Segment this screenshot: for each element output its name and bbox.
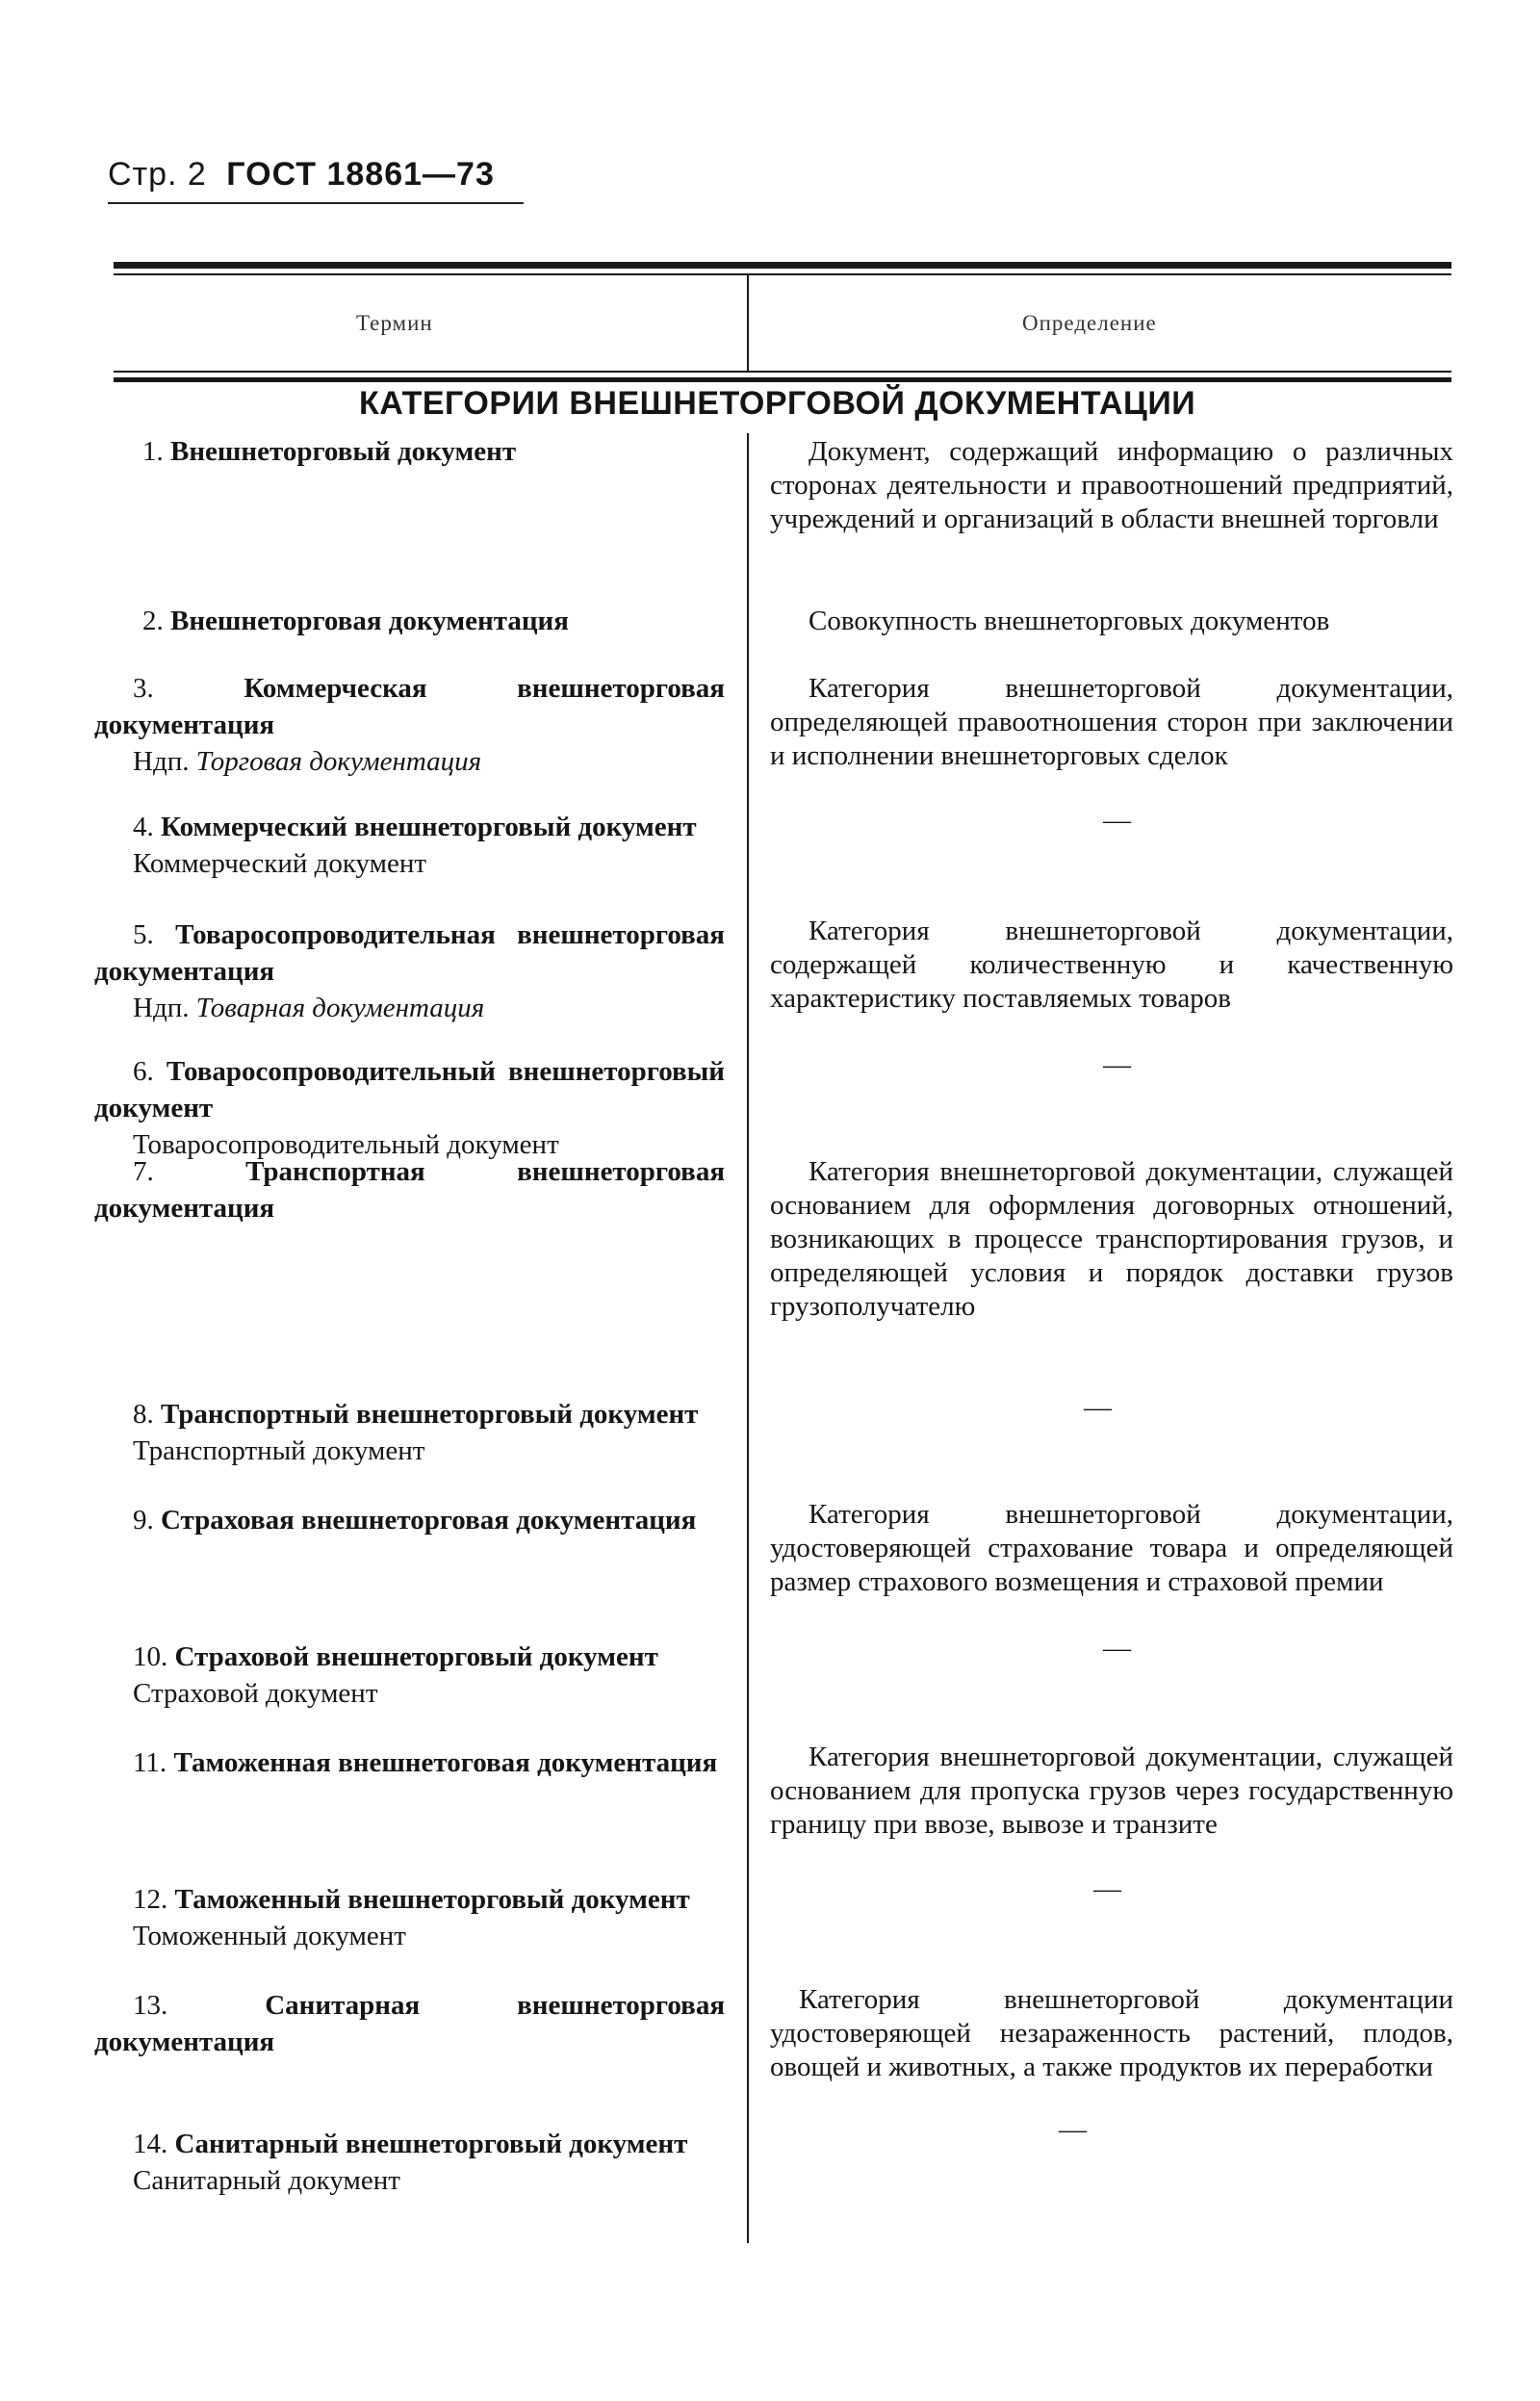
header-bottom-rule	[114, 377, 1451, 382]
header-underline	[108, 202, 524, 204]
term-number: 12.	[133, 1884, 168, 1915]
synonym-label: Ндп.	[133, 993, 190, 1023]
term-number: 6.	[133, 1056, 154, 1087]
term-text: Коммерческая внешнеторговая документация	[94, 673, 725, 740]
page-number: Стр. 2	[108, 156, 207, 193]
term-number: 5.	[133, 919, 154, 950]
definition-dash: —	[1084, 1392, 1112, 1423]
term-entry	[94, 917, 725, 1026]
term-text: Коммерческий внешнеторговый документ	[161, 812, 697, 842]
term-number: 1.	[142, 436, 164, 467]
header-bottom-rule-thin	[114, 371, 1451, 373]
term-number: 11.	[133, 1747, 167, 1778]
term-entry	[94, 1987, 725, 2060]
definition-dash: —	[1093, 1873, 1121, 1904]
term-synonym: Товарная документация	[195, 993, 485, 1023]
term-entry	[94, 1502, 725, 1538]
term-text: Товаросопроводительная внешнеторговая документация	[94, 919, 725, 987]
term-entry	[94, 670, 725, 780]
term-text: Внешнеторговая документация	[170, 606, 569, 636]
definition-dash: —	[1103, 805, 1131, 836]
term-number: 9.	[133, 1505, 154, 1536]
term-number: 4.	[133, 812, 154, 842]
definition-dash: —	[1059, 2114, 1087, 2145]
term-entry	[94, 2126, 725, 2199]
definition-dash: —	[1103, 1633, 1131, 1664]
term-number: 7.	[133, 1156, 154, 1187]
section-title: КАТЕГОРИИ ВНЕШНЕТОРГОВОЙ ДОКУМЕНТАЦИИ	[359, 385, 1196, 422]
term-number: 8.	[133, 1399, 154, 1430]
term-synonym: Томоженный документ	[133, 1921, 406, 1951]
standard-number: ГОСТ 18861—73	[226, 156, 495, 193]
term-number: 14.	[133, 2129, 168, 2159]
definition-dash: —	[1103, 1049, 1131, 1080]
term-synonym: Коммерческий документ	[133, 848, 427, 879]
term-text: Транспортный внешнеторговый документ	[161, 1399, 699, 1430]
definition-text: Документ, содержащий информацию о различных сторонах деятельности и правоотношений предприятий, учреждений и организаций в области внешней торговли	[770, 436, 1453, 534]
term-text: Таможенный внешнеторговый документ	[174, 1884, 690, 1915]
term-synonym: Страховой документ	[133, 1678, 378, 1709]
table-top-rule-thin	[114, 273, 1451, 275]
term-number: 2.	[142, 606, 164, 636]
term-text: Санитарная внешнеторговая документация	[94, 1990, 726, 2057]
term-number: 13.	[133, 1990, 168, 2021]
column-header-terms: Термин	[356, 311, 433, 335]
term-text: Транспортная внешнеторговая документация	[94, 1156, 726, 1224]
term-text: Таможенная внешнетоговая документация	[173, 1747, 718, 1778]
term-number: 3.	[133, 673, 154, 704]
term-text: Страховая внешнеторговая документация	[161, 1505, 697, 1536]
term-text: Внешнеторговый документ	[170, 436, 517, 467]
definition-text: Категория внешнеторговой документации, определяющей правоотношения сторон при заключении и исполнении внешнеторговых сделок	[770, 673, 1453, 771]
column-divider-head	[747, 273, 749, 373]
definition-text: Совокупность внешнеторговых документов	[808, 606, 1330, 636]
term-entry	[94, 433, 725, 470]
term-synonym: Транспортный документ	[133, 1435, 425, 1466]
term-entry	[94, 1153, 725, 1226]
table-top-rule	[114, 262, 1451, 269]
term-number: 10.	[133, 1641, 168, 1672]
column-divider-body	[747, 433, 749, 2243]
column-header-definitions: Определение	[1022, 311, 1157, 335]
term-text: Товаросопроводительный внешнеторговый документ	[94, 1056, 726, 1123]
term-entry	[94, 1639, 725, 1712]
term-synonym: Товаросопроводительный документ	[133, 1129, 559, 1160]
term-synonym: Торговая документация	[195, 746, 482, 777]
term-synonym: Санитарный документ	[133, 2165, 400, 2196]
page-header	[108, 156, 495, 194]
term-entry	[94, 1744, 725, 1781]
term-entry	[94, 1053, 725, 1163]
definition-text: Категория внешнеторговой документации, служащей основанием для пропуска грузов через государственную границу при ввозе, вывозе и транзите	[770, 1742, 1453, 1840]
synonym-label: Ндп.	[133, 746, 190, 777]
definition-text: Категория внешнеторговой документации, удостоверяющей страхование товара и определяющей размер страхового возмещения и страховой премии	[770, 1499, 1453, 1597]
term-entry	[94, 1396, 725, 1469]
term-text: Страховой внешнеторговый документ	[174, 1641, 658, 1672]
term-text: Санитарный внешнеторговый документ	[174, 2129, 688, 2159]
term-entry	[94, 1881, 725, 1954]
term-entry	[94, 603, 725, 639]
definition-text: Категория внешнеторговой документации удостоверяющей незараженность растений, плодов, овощей и животных, а также продуктов их переработки	[770, 1984, 1453, 2082]
term-entry	[94, 809, 725, 882]
definition-text: Категория внешнеторговой документации, служащей основанием для оформления договорных отношений, возникающих в процессе транспортирования грузов, и определяющей условия и порядок доставки грузов грузополучателю	[770, 1156, 1453, 1322]
definition-text: Категория внешнеторговой документации, содержащей количественную и качественную характеристику поставляемых товаров	[770, 916, 1453, 1014]
